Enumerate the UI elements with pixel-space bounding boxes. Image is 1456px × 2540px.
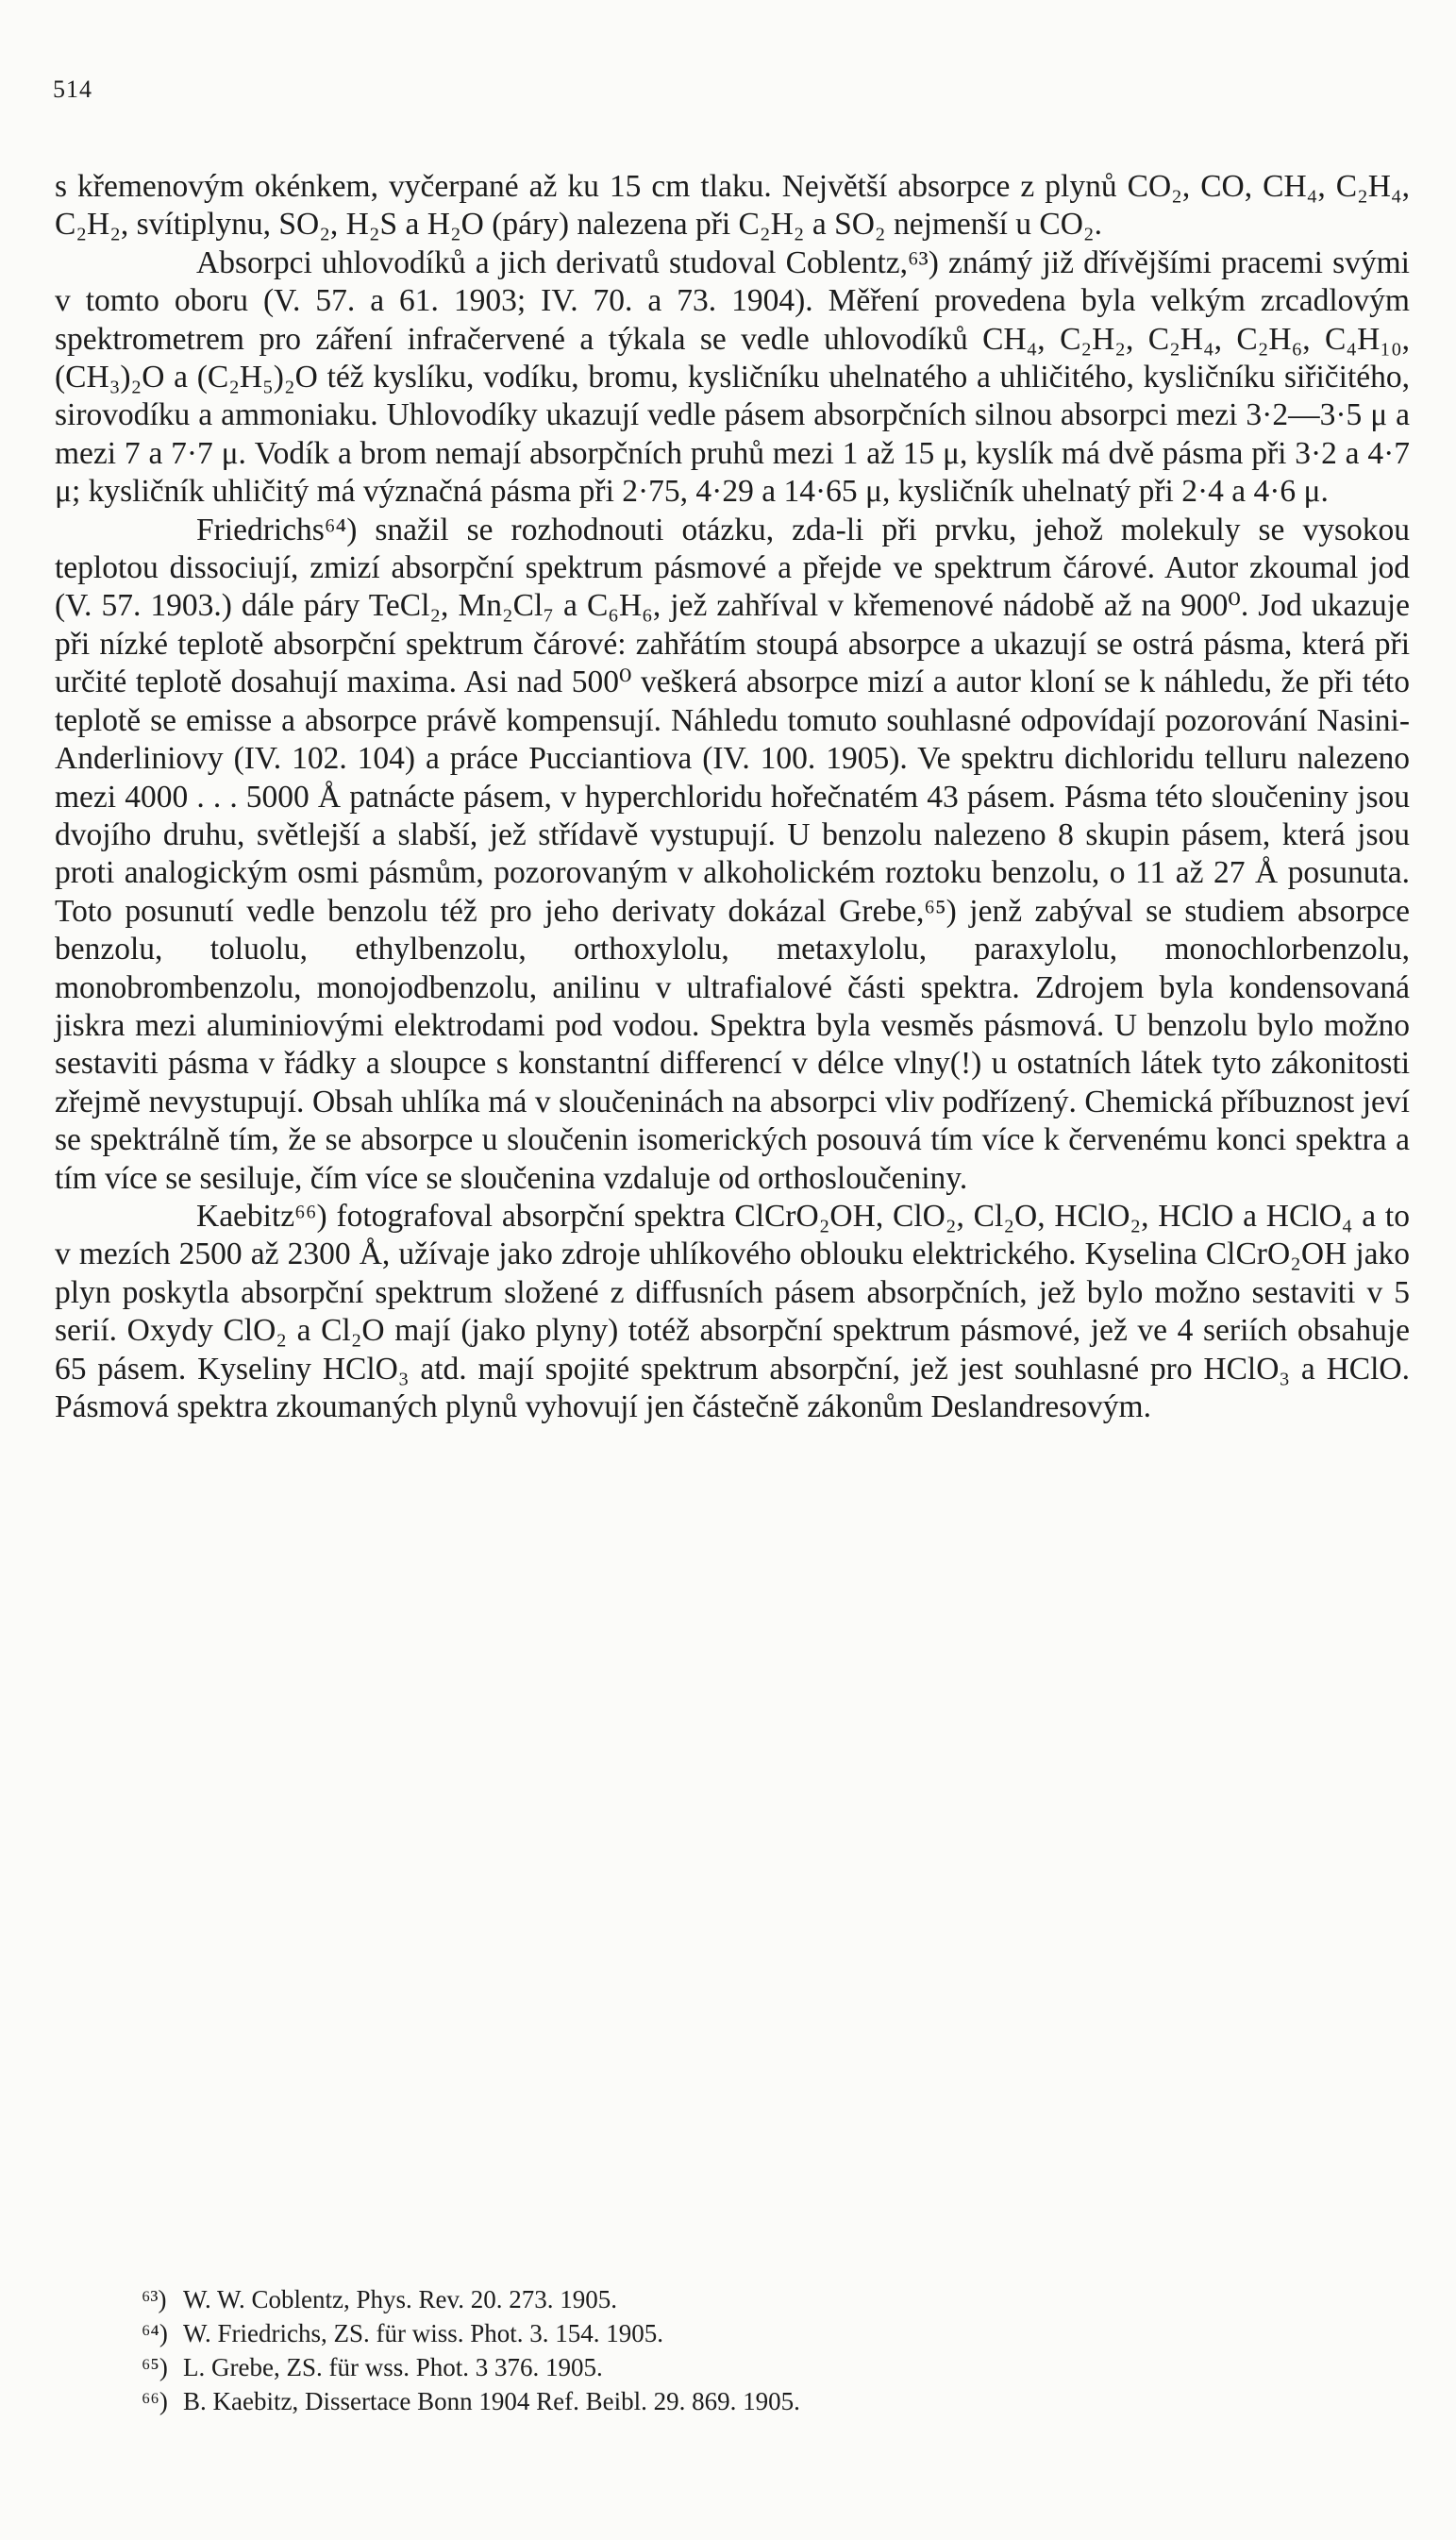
footnote — [142, 2384, 1406, 2418]
paragraph: Friedrichs⁶⁴) snažil se rozhodnouti otázku, zda-li při prvku, jehož molekuly se vysokou teplotou dissociují, zmizí absorpční spektrum pásmové a přejde ve spektrum čárové. Autor zkoumal jod (V. 57. 1903.) dále páry TeCl₂, Mn₂Cl₇ a C₆H₆, jež zahříval v křemenové nádobě až na 900⁰. Jod ukazuje při nízké teplotě absorpční spektrum čárové: zahřátím stoupá absorpce a ukazují se ostrá pásma, která při určité teplotě dosahují maxima. Asi nad 500⁰ veškerá absorpce mizí a autor kloní se k náhledu, že při této teplotě se emisse a absorpce právě kompensují. Náhledu tomuto souhlasné odpovídají pozorování Nasini-Anderliniovy (IV. 102. 104) a práce Pucciantiova (IV. 100. 1905). Ve spektru dichloridu telluru nalezeno mezi 4000 . . . 5000 Å patnácte pásem, v hyperchloridu hořečnatém 43 pásem. Pásma této sloučeniny jsou dvojího druhu, světlejší a slabší, jež střídavě vystupují. U benzolu nalezeno 8 skupin pásem, která jsou proti analogickým osmi pásmům, pozorovaným v alkoholickém roztoku benzolu, o 11 až 27 Å posunuta. Toto posunutí vedle benzolu též pro jeho derivaty dokázal Grebe,⁶⁵) jenž zabýval se studiem absorpce benzolu, toluolu, ethylbenzolu, orthoxylolu, metaxylolu, paraxylolu, monochlorbenzolu, monobrombenzolu, monojodbenzolu, anilinu v ultrafialové části spektra. Zdrojem byla kondensovaná jiskra mezi aluminiovými elektrodami pod vodou. Spektra byla vesměs pásmová. U benzolu bylo možno sestaviti pásma v řádky a sloupce s konstantní differencí v délce vlny(!) u ostatních látek tyto zákonitosti zřejmě nevystupují. Obsah uhlíka má v sloučeninách na absorpci vliv podřízený. Chemická příbuznost jeví se spektrálně tím, že se absorpce u sloučenin isomerických posouvá tím více k červenému konci spektra a tím více se sesiluje, čím více se sloučenina vzdaluje od orthosloučeniny. — [55, 512, 1410, 1196]
footnotes — [142, 2282, 1406, 2418]
footnote — [142, 2316, 1406, 2350]
footnote-mark: ⁶³) — [142, 2285, 167, 2313]
footnote — [142, 2350, 1406, 2384]
footnote-text: W. Friedrichs, ZS. für wiss. Phot. 3. 154. 1905. — [183, 2319, 664, 2347]
body-text — [55, 168, 1410, 1426]
paragraph: Absorpci uhlovodíků a jich derivatů studoval Coblentz,⁶³) známý již dřívějšími pracemi svými v tomto oboru (V. 57. a 61. 1903; IV. 70. a 73. 1904). Měření provedena byla velkým zrcadlovým spektrometrem pro záření infračervené a týkala se vedle uhlovodíků CH₄, C₂H₂, C₂H₄, C₂H₆, C₄H₁₀, (CH₃)₂O a (C₂H₅)₂O též kyslíku, vodíku, bromu, kysličníku uhelnatého a uhličitého, kysličníku siřičitého, sirovodíku a ammoniaku. Uhlovodíky ukazují vedle pásem absorpčních silnou absorpci mezi 3·2—3·5 μ a mezi 7 a 7·7 μ. Vodík a brom nemají absorpčních pruhů mezi 1 až 15 μ, kyslík má dvě pásma při 3·2 a 4·7 μ; kysličník uhličitý má význačná pásma při 2·75, 4·29 a 14·65 μ, kysličník uhelnatý při 2·4 a 4·6 μ. — [55, 244, 1410, 510]
footnote-text: W. W. Coblentz, Phys. Rev. 20. 273. 1905. — [183, 2285, 618, 2313]
footnote-text: L. Grebe, ZS. für wss. Phot. 3 376. 1905. — [183, 2353, 603, 2381]
paragraph: Kaebitz⁶⁶) fotografoval absorpční spektra ClCrO₂OH, ClO₂, Cl₂O, HClO₂, HClO a HClO₄ a to v mezích 2500 až 2300 Å, užívaje jako zdroje uhlíkového oblouku elektrického. Kyselina ClCrO₂OH jako plyn poskytla absorpční spektrum složené z diffusních pásem absorpčních, jež bylo možno sestaviti v 5 serií. Oxydy ClO₂ a Cl₂O mají (jako plyny) totéž absorpční spektrum pásmové, jež ve 4 seriích obsahuje 65 pásem. Kyseliny HClO₃ atd. mají spojité spektrum absorpční, jež jest souhlasné pro HClO₃ a HClO. Pásmová spektra zkoumaných plynů vyhovují jen částečně zákonům Deslandresovým. — [55, 1198, 1410, 1424]
footnote-mark: ⁶⁴) — [142, 2319, 168, 2347]
footnote-mark: ⁶⁵) — [142, 2353, 168, 2381]
page-number: 514 — [53, 76, 92, 103]
footnote — [142, 2282, 1406, 2316]
footnote-mark: ⁶⁶) — [142, 2387, 168, 2415]
footnote-text: B. Kaebitz, Dissertace Bonn 1904 Ref. Beibl. 29. 869. 1905. — [183, 2387, 800, 2415]
paragraph: s křemenovým okénkem, vyčerpané až ku 15 cm tlaku. Největší absorpce z plynů CO₂, CO, CH₄, C₂H₄, C₂H₂, svítiplynu, SO₂, H₂S a H₂O (páry) nalezena při C₂H₂ a SO₂ nejmenší u CO₂. — [55, 169, 1410, 243]
